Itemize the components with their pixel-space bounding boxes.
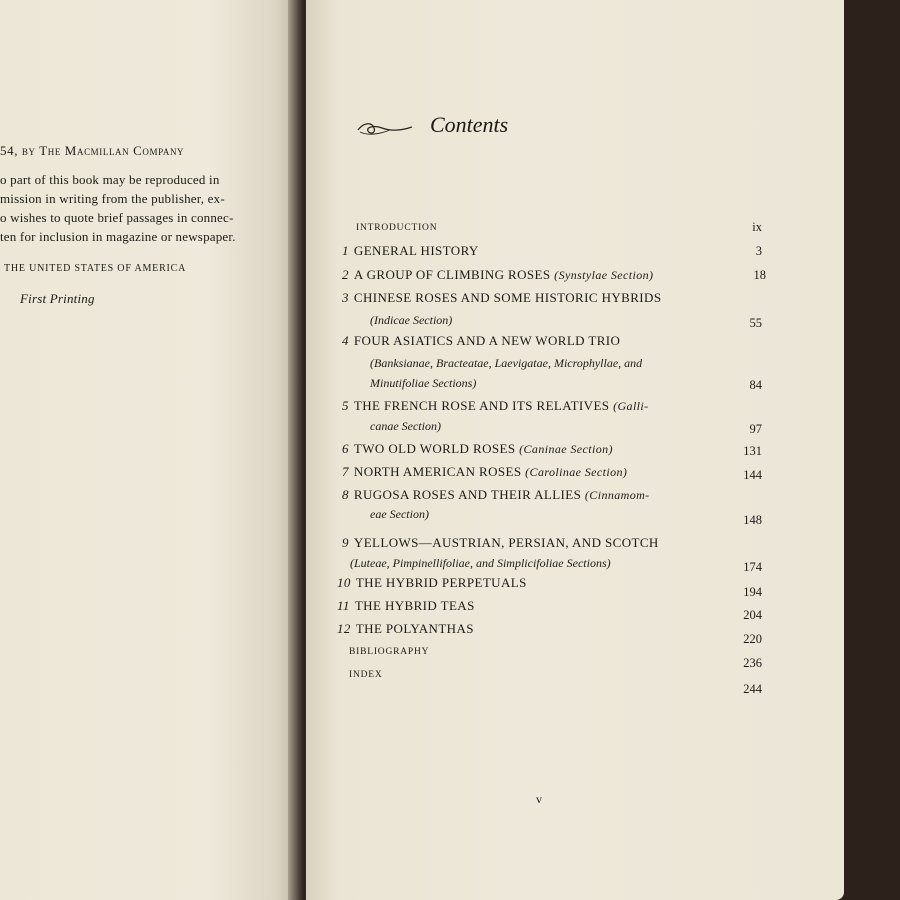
toc-section-4b: Minutifoliae Sections) — [370, 376, 477, 390]
toc-title: GENERAL HISTORY — [353, 243, 479, 258]
toc-title: THE HYBRID TEAS — [354, 598, 475, 613]
toc-entry-bibliography: BIBLIOGRAPHY — [349, 647, 430, 657]
toc-number: 4 — [342, 333, 349, 348]
toc-title: A GROUP OF CLIMBING ROSES — [353, 267, 551, 282]
toc-page-2: 18 — [753, 268, 766, 282]
toc-number: 3 — [342, 290, 349, 305]
toc-number: 12 — [337, 621, 351, 636]
copyright-line: 54, by The Macmillan Company — [0, 143, 185, 158]
toc-entry-7 — [342, 464, 627, 480]
first-printing: First Printing — [20, 291, 95, 306]
toc-section-8b: eae Section) — [370, 507, 429, 521]
toc-page-10: 194 — [743, 585, 762, 599]
toc-title: THE FRENCH ROSE AND ITS RELATIVES — [353, 398, 610, 413]
toc-number: 6 — [342, 441, 349, 456]
toc-page-5: 97 — [749, 422, 762, 436]
toc-page-11: 204 — [743, 608, 762, 622]
toc-page-4: 84 — [749, 378, 762, 392]
printed-in-line: THE UNITED STATES OF AMERICA — [4, 263, 187, 274]
rights-line-4: ten for inclusion in magazine or newspaper. — [0, 229, 236, 244]
toc-page-3: 55 — [749, 316, 762, 330]
rights-line-1: o part of this book may be reproduced in — [0, 172, 220, 187]
toc-section: (Carolinae Section) — [525, 465, 628, 479]
toc-section: (Galli- — [613, 399, 649, 413]
toc-page-8: 148 — [743, 513, 762, 527]
toc-entry-2 — [342, 267, 653, 283]
toc-title: YELLOWS—AUSTRIAN, PERSIAN, AND SCOTCH — [353, 535, 659, 550]
toc-entry-4 — [342, 333, 620, 349]
toc-title: THE POLYANTHAS — [355, 621, 474, 636]
toc-page-9: 174 — [743, 560, 762, 574]
toc-number: 2 — [342, 267, 349, 282]
toc-page-7: 144 — [743, 468, 762, 482]
page-folio: v — [536, 792, 542, 806]
toc-number: 8 — [342, 487, 349, 502]
toc-page-12: 220 — [743, 632, 762, 646]
toc-page-index: 244 — [743, 682, 762, 696]
toc-entry-5 — [342, 398, 649, 414]
toc-page-1: 3 — [755, 244, 762, 258]
toc-entry-introduction: INTRODUCTION — [356, 223, 438, 233]
toc-page-bibliography: 236 — [743, 656, 762, 670]
toc-section: (Synstylae Section) — [554, 268, 654, 282]
toc-page-introduction: ix — [752, 220, 762, 234]
left-page — [0, 0, 300, 900]
toc-number: 11 — [337, 598, 350, 613]
toc-section-9: (Luteae, Pimpinellifoliae, and Simplicifoliae Sections) — [350, 556, 611, 570]
toc-entry-10 — [337, 575, 527, 591]
toc-title: THE HYBRID PERPETUALS — [355, 575, 527, 590]
toc-section-5b: canae Section) — [370, 419, 441, 433]
toc-section: (Cinnamom- — [584, 488, 650, 502]
toc-entry-9 — [342, 535, 659, 551]
toc-entry-1 — [342, 243, 479, 259]
toc-number: 10 — [337, 575, 351, 590]
toc-title: TWO OLD WORLD ROSES — [353, 441, 516, 456]
toc-entry-index: INDEX — [349, 670, 383, 680]
toc-number: 1 — [342, 243, 349, 258]
toc-title: RUGOSA ROSES AND THEIR ALLIES — [353, 487, 582, 502]
toc-number: 9 — [342, 535, 349, 550]
toc-entry-11 — [337, 598, 475, 614]
toc-entry-3 — [342, 290, 661, 306]
rights-line-2: mission in writing from the publisher, ex- — [0, 191, 225, 206]
toc-section-4a: (Banksianae, Bracteatae, Laevigatae, Microphyllae, and — [370, 356, 643, 370]
toc-title: CHINESE ROSES AND SOME HISTORIC HYBRIDS — [353, 290, 662, 305]
toc-section: (Caninae Section) — [519, 442, 613, 456]
toc-entry-8 — [342, 487, 650, 503]
toc-entry-6 — [342, 441, 613, 457]
toc-number: 5 — [342, 398, 349, 413]
flourish-ornament — [356, 118, 414, 138]
contents-title: Contents — [430, 112, 509, 137]
toc-entry-12 — [337, 621, 474, 637]
toc-section-3: (Indicae Section) — [370, 313, 453, 327]
rights-line-3: o wishes to quote brief passages in connec- — [0, 210, 234, 225]
toc-page-6: 131 — [743, 444, 762, 458]
toc-number: 7 — [342, 464, 349, 479]
toc-title: NORTH AMERICAN ROSES — [353, 464, 522, 479]
toc-title: FOUR ASIATICS AND A NEW WORLD TRIO — [353, 333, 621, 348]
